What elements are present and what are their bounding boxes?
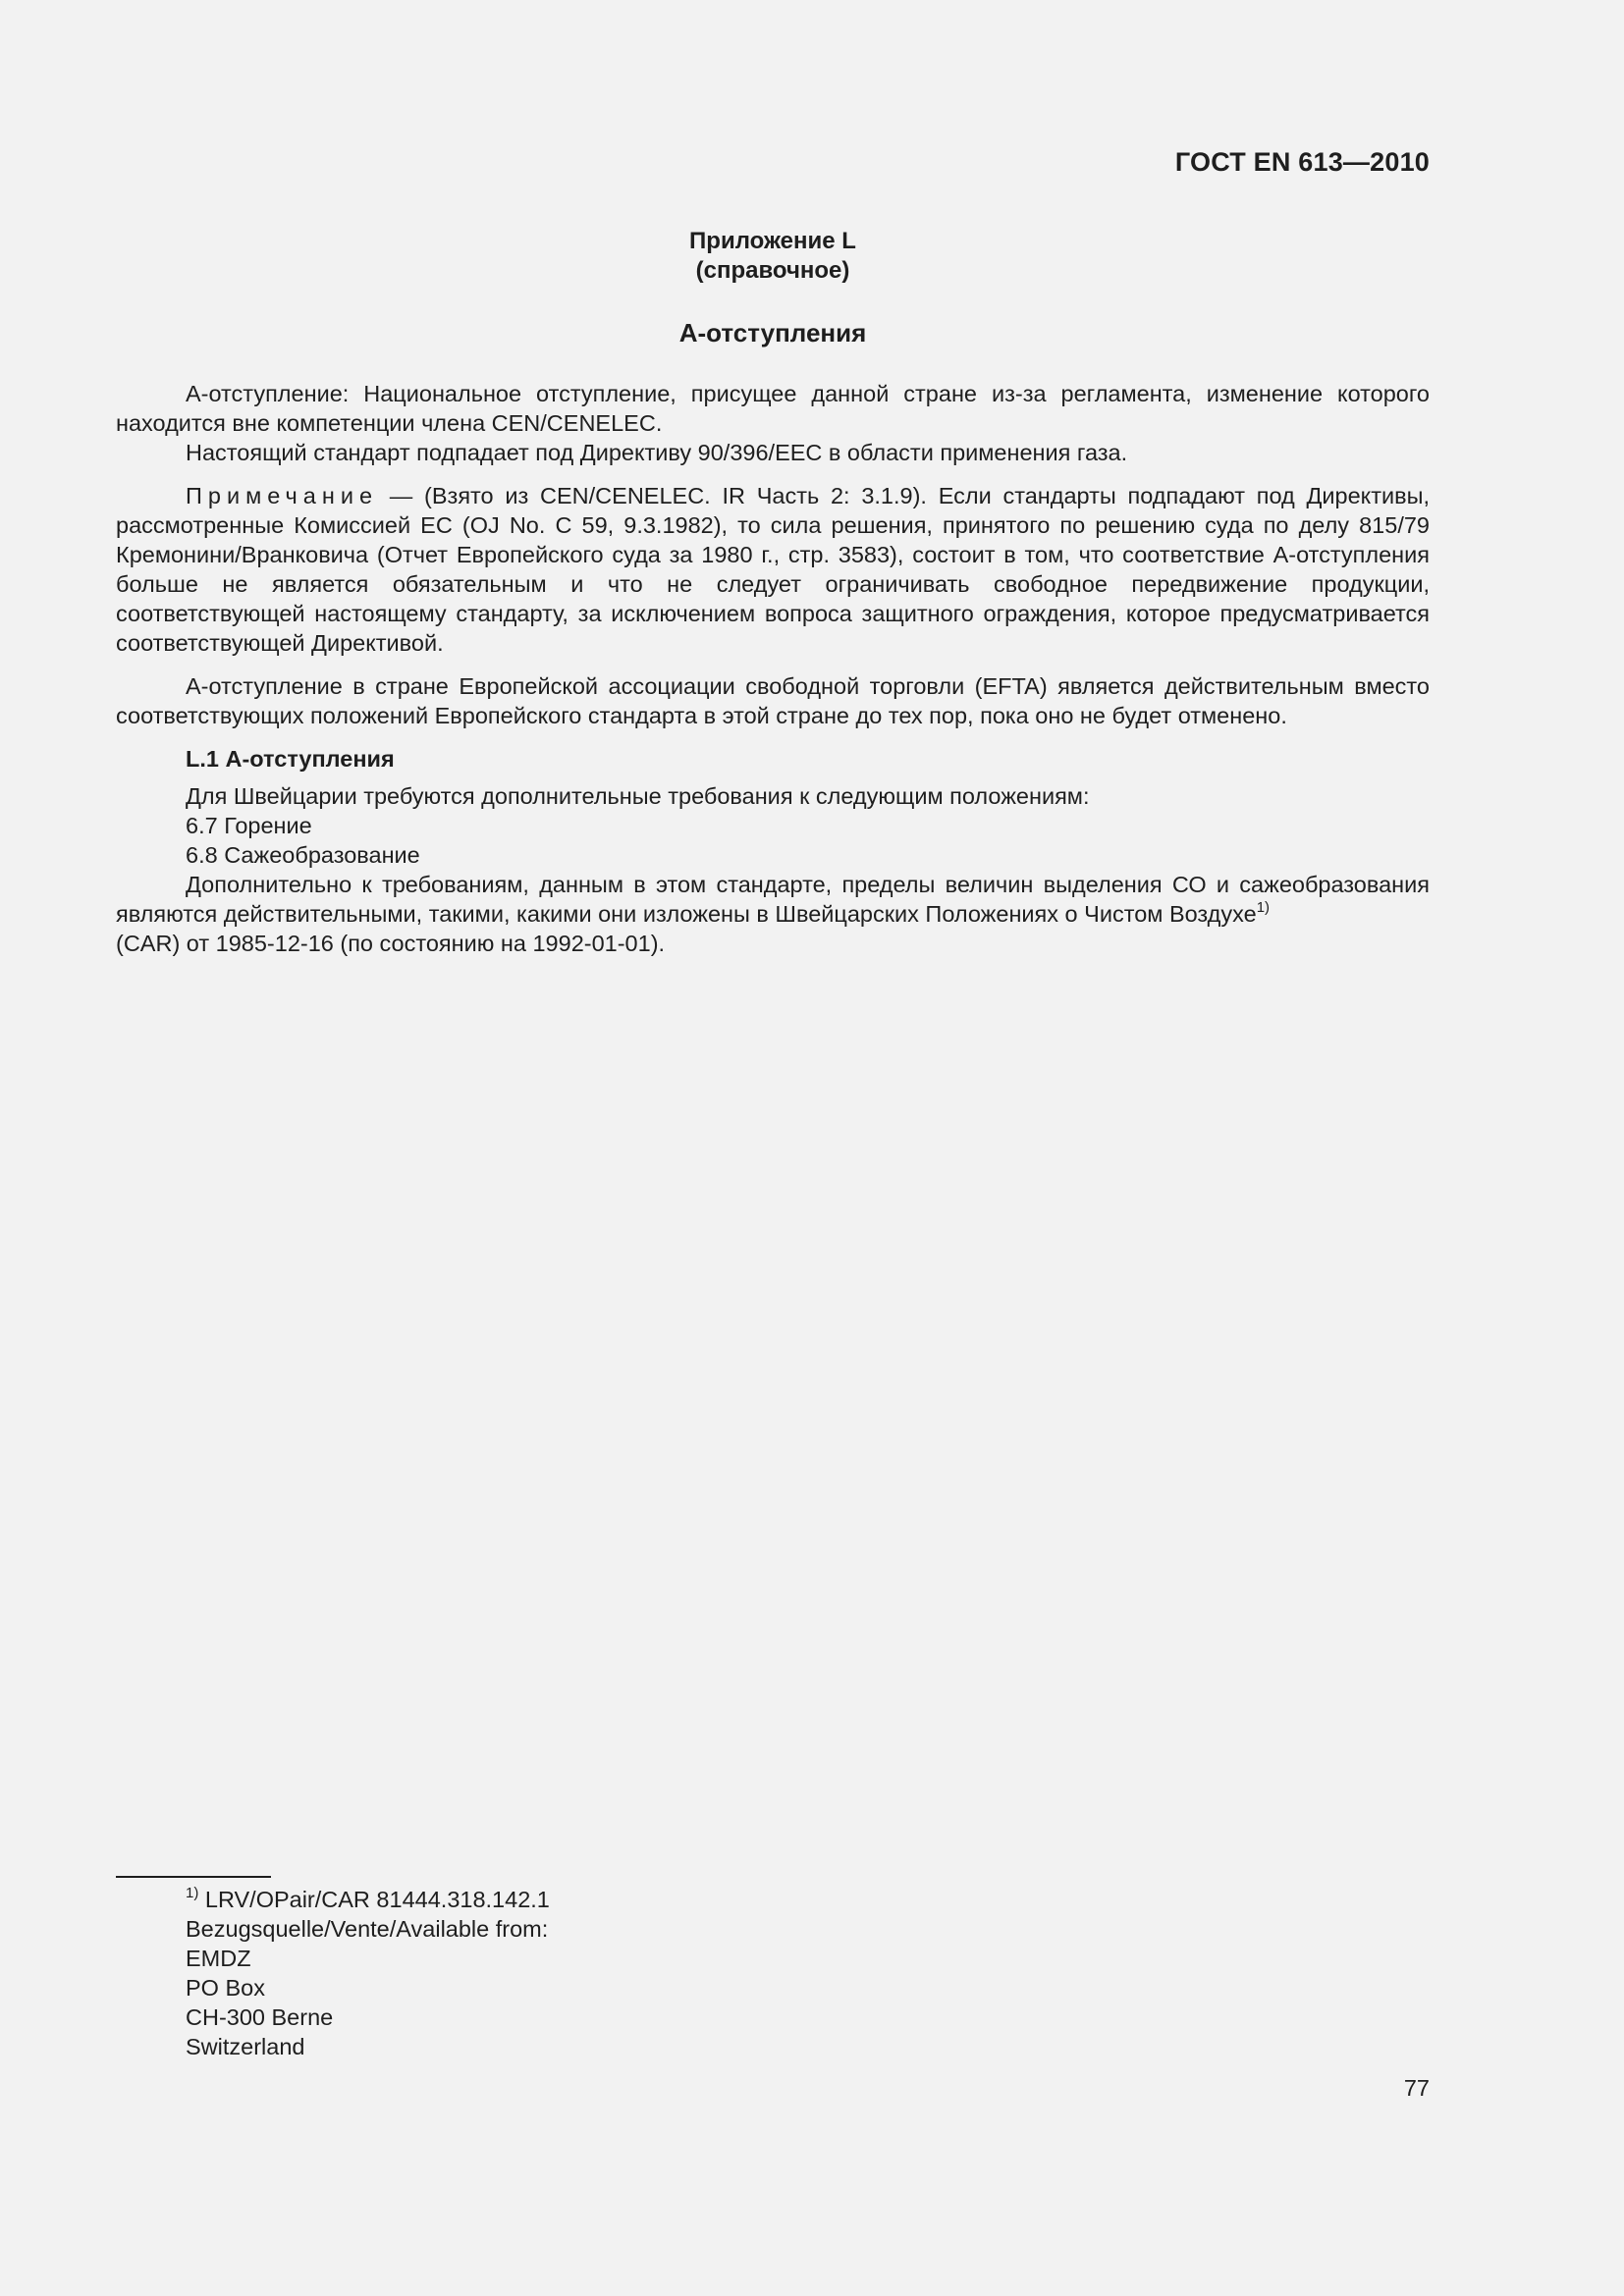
footnote xyxy=(186,1885,550,2061)
subsection-title: L.1 А-отступления xyxy=(186,746,395,772)
document-id-header: ГОСТ EN 613—2010 xyxy=(1174,147,1430,177)
list-item: 6.8 Сажеобразование xyxy=(186,842,420,868)
body-text xyxy=(116,379,1430,958)
annex-subtitle: (справочное) xyxy=(695,257,850,284)
subsection-intro: Для Швейцарии требуются дополнительные требования к следующим положениям: xyxy=(186,783,1090,809)
note-label: Примечание xyxy=(186,483,379,508)
swiss-text-part1: Дополнительно к требованиям, данным в этом стандарте, пределы величин выделения СО и сажеобразования являются действительными, такими, какими они изложены в Швейцарских Положениях о Чистом Воздухе xyxy=(116,872,1430,927)
annex-heading xyxy=(0,227,1545,286)
footnote-line: EMDZ xyxy=(186,1946,251,1971)
paragraph-efta: А-отступление в стране Европейской ассоциации свободной торговли (EFTA) является действительным вместо соответствующих положений Европейского стандарта в этой стране до тех пор, пока оно не будет отменено. xyxy=(116,673,1430,728)
footnote-marker: 1) xyxy=(186,1885,199,1901)
footnote-reference[interactable]: 1) xyxy=(1256,899,1271,916)
footnote-line: CH-300 Berne xyxy=(186,2004,334,2030)
note-text: — (Взято из CEN/CENELEC. IR Часть 2: 3.1.9). Если стандарты подпадают под Директивы, рассмотренные Комиссией ЕС (OJ No. C 59, 9.3.1982), то сила решения, принятого по решению суда по делу 815/79 Кремонини/Вранковича (Отчет Европейского суда за 1980 г., стр. 3583), состоит в том, что соответствие А-отступления больше не является обязательным и что не следует ограничивать свободное передвижение продукции, соответствующей настоящему стандарту, за исключением вопроса защитного ограждения, которое предусматривается соответствующей Директивой. xyxy=(116,483,1430,656)
paragraph-directive: Настоящий стандарт подпадает под Директиву 90/396/EEC в области применения газа. xyxy=(186,440,1128,465)
annex-title: Приложение L xyxy=(689,228,856,254)
list-item: 6.7 Горение xyxy=(186,813,312,838)
paragraph-note xyxy=(116,481,1430,658)
footnote-line: Switzerland xyxy=(186,2034,305,2059)
page-number: 77 xyxy=(1403,2075,1430,2101)
swiss-text-part2: (CAR) от 1985-12-16 (по состоянию на 1992-01-01). xyxy=(116,931,666,956)
footnote-line: $^{1)}$ LRV/OPair/CAR 81444.318.142.1 xyxy=(186,1885,550,1912)
footnote-line: PO Box xyxy=(186,1975,265,2001)
footnote-line: Bezugsquelle/Vente/Available from: xyxy=(186,1916,549,1942)
footnote-separator xyxy=(116,1876,271,1878)
paragraph-definition: А-отступление: Национальное отступление, присущее данной стране из-за регламента, изменение которого находится вне компетенции члена CEN/CENELEC. xyxy=(116,381,1430,436)
paragraph-swiss-requirements xyxy=(116,870,1430,958)
section-title: А-отступления xyxy=(678,318,867,347)
